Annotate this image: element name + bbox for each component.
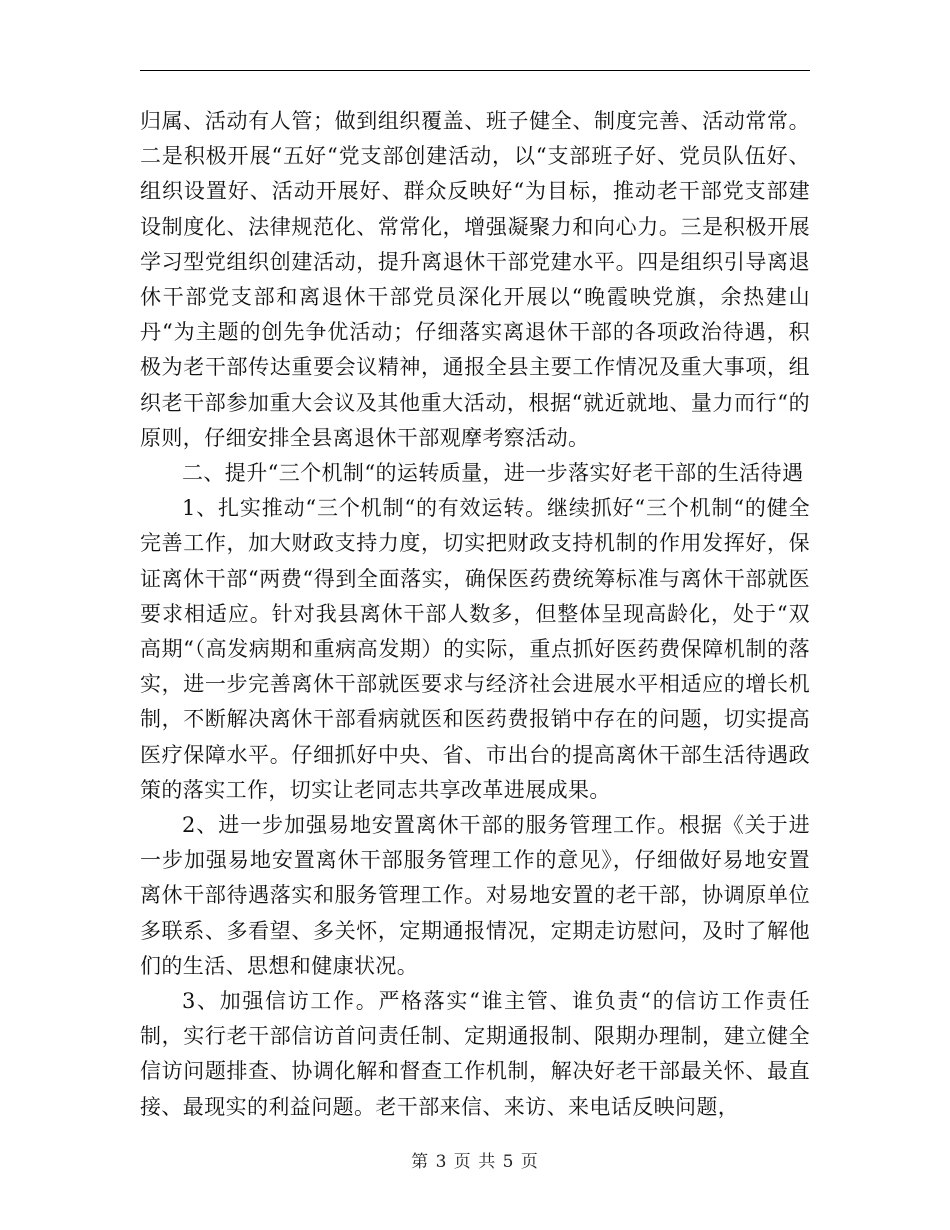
paragraph-continuation: 归属、活动有人管；做到组织覆盖、班子健全、制度完善、活动常常。二是积极开展“五好“党支部创建活动，以“支部班子好、党员队伍好、组织设置好、活动开展好、群众反映好“为目标，推动老干部党支部建设制度化、法律规范化、常常化，增强凝聚力和向心力。三是积极开展学习型党组织创建活动，提升离退休干部党建水平。四是组织引导离退休干部党支部和离退休干部党员深化开展以“晚霞映党旗，余热建山丹“为主题的创先争优活动；仔细落实离退休干部的各项政治待遇，积极为老干部传达重要会议精神，通报全县主要工作情况及重大事项，组织老干部参加重大会议及其他重大活动，根据“就近就地、量力而行“的原则，仔细安排全县离退休干部观摩考察活动。	[140, 109, 810, 450]
paragraph-item-2: 2、进一步加强易地安置离休干部的服务管理工作。根据《关于进一步加强易地安置离休干部服务管理工作的意见》，仔细做好易地安置离休干部待遇落实和服务管理工作。对易地安置的老干部，协调原单位多联系、多看望、多关怀，定期通报情况，定期走访慰问，及时了解他们的生活、思想和健康状况。	[140, 813, 810, 978]
page-footer: 第 3 页 共 5 页	[411, 1152, 539, 1172]
paragraph-item-1: 1、扎实推动“三个机制“的有效运转。继续抓好“三个机制“的健全完善工作，加大财政支持力度，切实把财政支持机制的作用发挥好，保证离休干部“两费“得到全面落实，确保医药费统筹标准与离休干部就医要求相适应。针对我县离休干部人数多，但整体呈现高龄化，处于“双高期“（高发病期和重病高发期）的实际，重点抓好医药费保障机制的落实，进一步完善离休干部就医要求与经济社会进展水平相适应的增长机制，不断解决离休干部看病就医和医药费报销中存在的问题，切实提高医疗保障水平。仔细抓好中央、省、市出台的提高离休干部生活待遇政策的落实工作，切实让老同志共享改革进展成果。	[140, 496, 810, 802]
section-heading: 二、提升“三个机制“的运转质量，进一步落实好老干部的生活待遇	[182, 461, 804, 486]
document-body	[140, 104, 810, 1125]
paragraph-item-3: 3、加强信访工作。严格落实“谁主管、谁负责“的信访工作责任制，实行老干部信访首问责任制、定期通报制、限期办理制，建立健全信访问题排查、协调化解和督查工作机制，解决好老干部最关怀、最直接、最现实的利益问题。老干部来信、来访、来电话反映问题，	[140, 989, 810, 1119]
header-rule	[140, 70, 810, 71]
